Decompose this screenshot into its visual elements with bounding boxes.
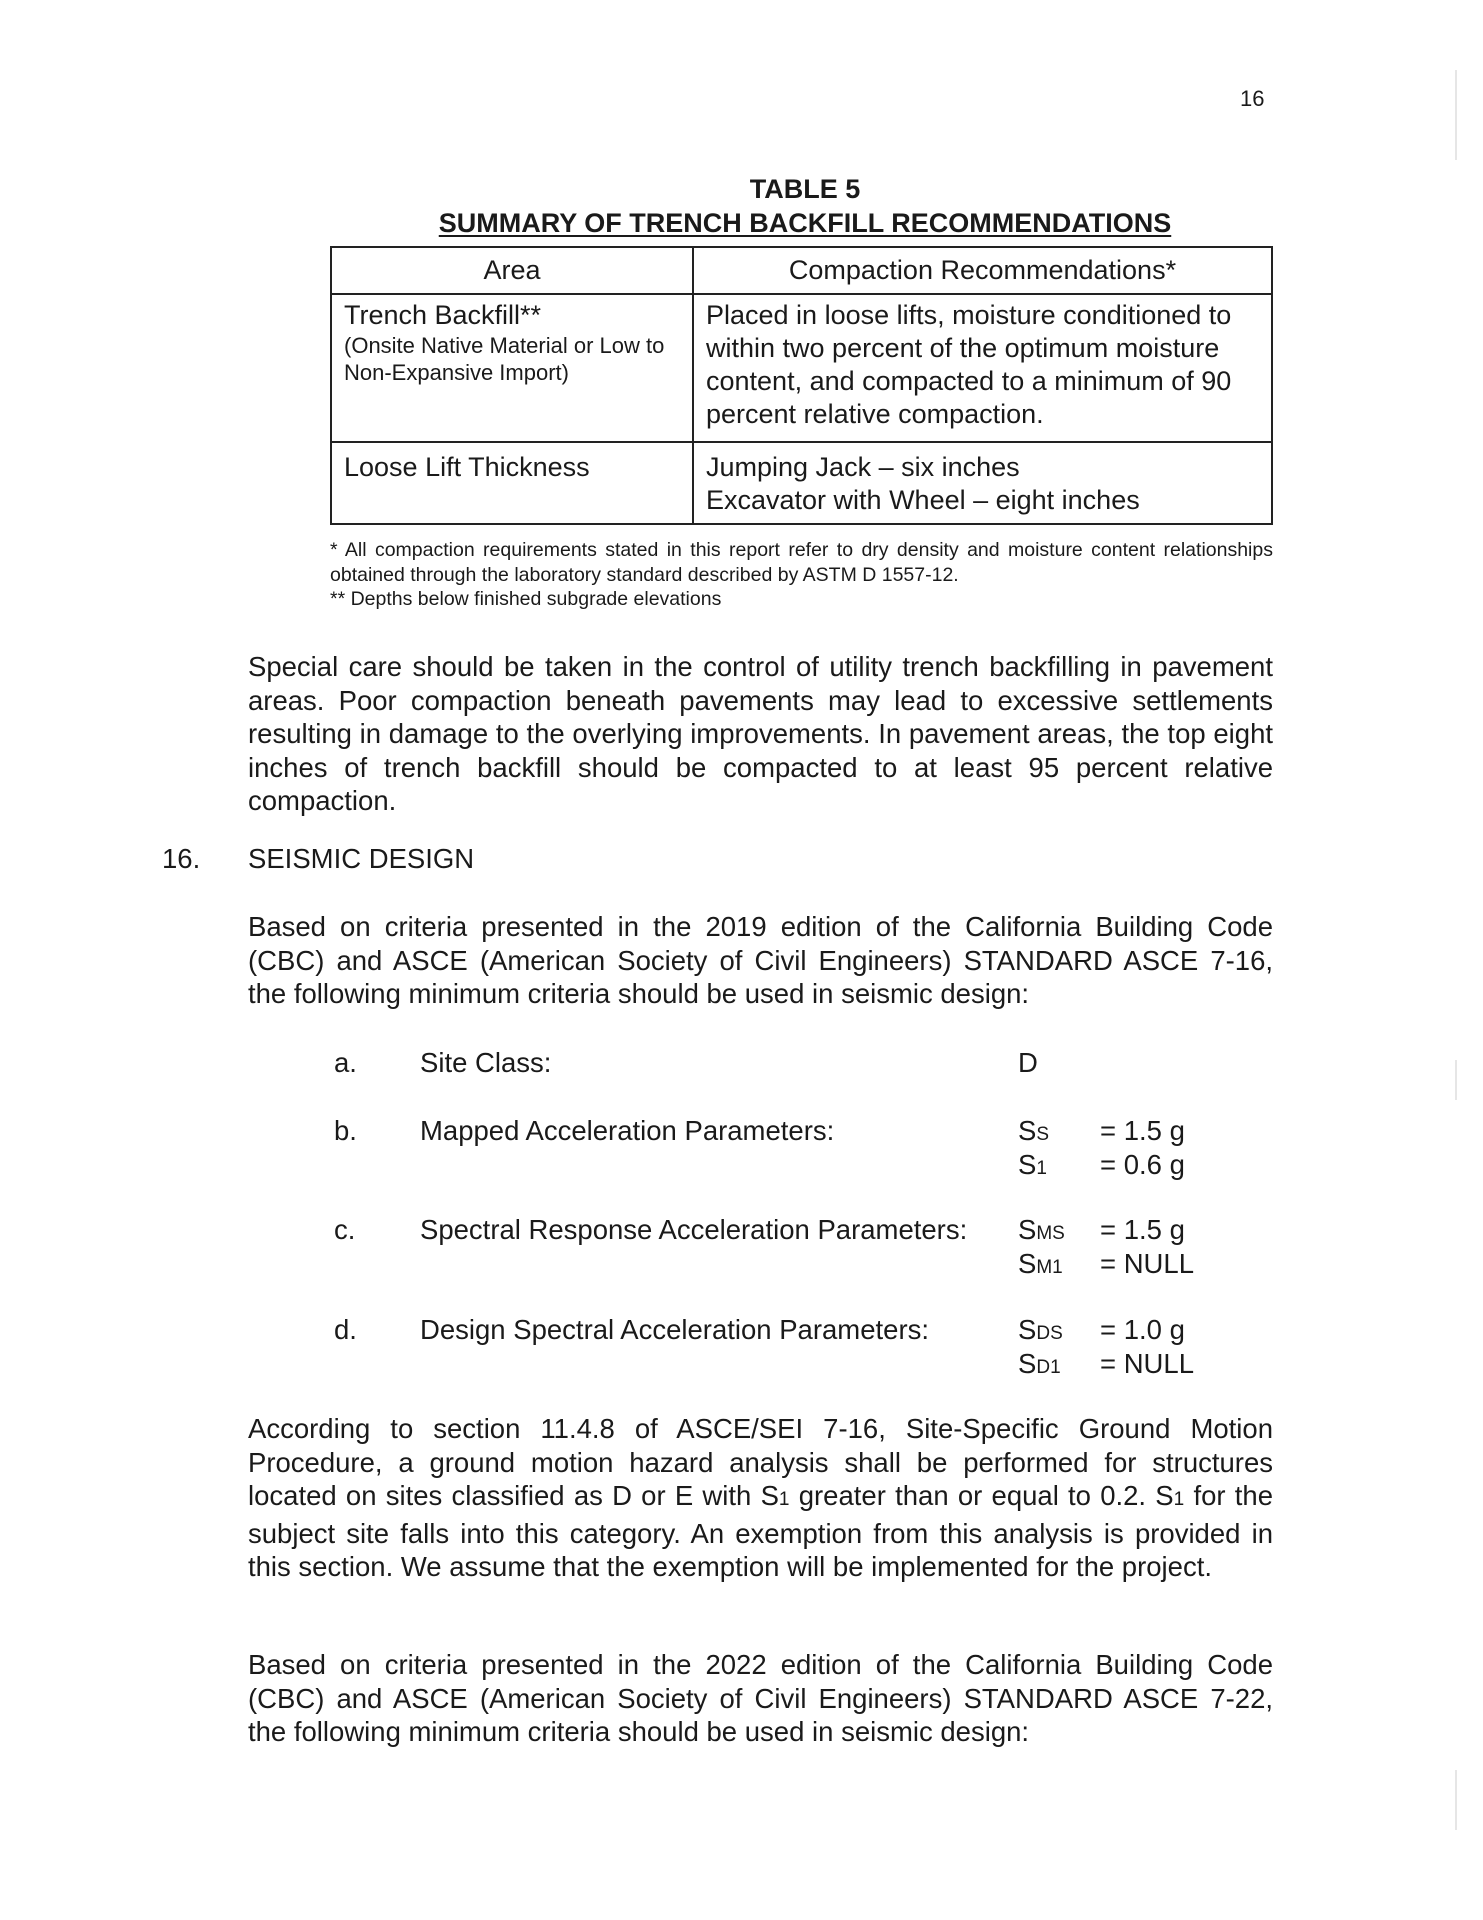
header-area: Area (331, 247, 693, 294)
param-symbol (1018, 1247, 1063, 1285)
subscript: 1 (778, 1489, 790, 1510)
param-symbol (1018, 1114, 1049, 1152)
param-value: = 1.0 g (1100, 1314, 1185, 1345)
param-value: = NULL (1100, 1248, 1195, 1279)
param-value: = 1.5 g (1100, 1214, 1185, 1245)
criteria-label-site-class: Site Class: (420, 1047, 552, 1078)
table-row (331, 442, 1272, 524)
table-title-block (330, 172, 1280, 240)
cell-area (331, 294, 693, 442)
criteria-label-spectral-response: Spectral Response Acceleration Parameters: (420, 1214, 968, 1245)
table-footnotes (330, 538, 1273, 612)
param-symbol (1018, 1148, 1047, 1186)
criteria-letter: a. (334, 1047, 357, 1078)
text-run: for the subject site falls into this category. An exemption from this analysis is provided in this section. We assume that the exemption will be implemented for the project. (248, 1480, 1273, 1582)
cell-recommendation: Placed in loose lifts, moisture conditioned to within two percent of the optimum moisture content, and compacted to a minimum of 90 percent relative compaction. (693, 294, 1272, 442)
param-symbol-base: S (1018, 1348, 1037, 1379)
subscript: 1 (1173, 1489, 1185, 1510)
param-symbol-base: S (1018, 1149, 1037, 1180)
cell-area: Loose Lift Thickness (331, 442, 693, 524)
param-symbol-sub: DS (1036, 1323, 1063, 1344)
param-symbol-sub: M1 (1036, 1257, 1063, 1278)
recommendation-line: Jumping Jack – six inches (706, 452, 1020, 482)
param-symbol-sub: D1 (1036, 1357, 1061, 1378)
section-title: SEISMIC DESIGN (248, 843, 475, 874)
table-subtitle: SUMMARY OF TRENCH BACKFILL RECOMMENDATIONS (438, 208, 1172, 238)
param-symbol-sub: MS (1036, 1223, 1065, 1244)
param-symbol-base: S (1018, 1314, 1037, 1345)
criteria-label-design-spectral: Design Spectral Acceleration Parameters: (420, 1314, 929, 1345)
criteria-letter: c. (334, 1214, 356, 1245)
scan-margin-mark (1455, 1770, 1457, 1830)
param-symbol (1018, 1347, 1061, 1385)
cell-recommendation (693, 442, 1272, 524)
param-symbol (1018, 1213, 1065, 1251)
header-compaction: Compaction Recommendations* (693, 247, 1272, 294)
area-name: Trench Backfill** (344, 300, 542, 330)
page-number: 16 (1240, 86, 1265, 111)
paragraph-2022-criteria: Based on criteria presented in the 2022 edition of the California Building Code (CBC) and ASCE (American Society of Civil Engineers) STANDARD ASCE 7-22, the following minimum criteria should be used in seismic design: (248, 1649, 1273, 1747)
criteria-value-site-class: D (1018, 1047, 1038, 1078)
criteria-letter: b. (334, 1115, 357, 1146)
footnote-depths: ** Depths below finished subgrade elevations (330, 588, 722, 610)
criteria-letter: d. (334, 1314, 357, 1345)
param-value: = 1.5 g (1100, 1115, 1185, 1146)
table-header-row (331, 247, 1272, 294)
footnote-compaction: * All compaction requirements stated in this report refer to dry density and moisture content relationships obtained through the laboratory standard described by ASTM D 1557-12. (330, 539, 1273, 586)
paragraph-2019-criteria: Based on criteria presented in the 2019 edition of the California Building Code (CBC) and ASCE (American Society of Civil Engineers) STANDARD ASCE 7-16, the following minimum criteria should be used in seismic design: (248, 911, 1273, 1009)
scan-margin-mark (1455, 1060, 1457, 1100)
param-symbol-base: S (1018, 1214, 1037, 1245)
param-value: = NULL (1100, 1348, 1195, 1379)
area-note: (Onsite Native Material or Low to Non-Expansive Import) (344, 333, 665, 385)
scan-margin-mark (1455, 70, 1457, 160)
param-symbol (1018, 1313, 1063, 1351)
param-symbol-base: S (1018, 1248, 1037, 1279)
paragraph-trench-care: Special care should be taken in the control of utility trench backfilling in pavement areas. Poor compaction beneath pavements may lead to excessive settlements resulting in damage to the overlying improvements. In pavement areas, the top eight inches of trench backfill should be compacted to at least 95 percent relative compaction. (248, 651, 1273, 816)
text-run: greater than or equal to 0.2. S (789, 1480, 1174, 1511)
text-run: According to section 11.4.8 of ASCE/SEI 7-16, Site-Specific Ground Motion Procedure, a ground motion hazard analysis shall be performed for structures located on sites classified as D or E with S (248, 1413, 1273, 1511)
paragraph-site-specific (248, 1412, 1273, 1584)
param-symbol-base: S (1018, 1115, 1037, 1146)
section-number: 16. (162, 843, 201, 874)
param-symbol-sub: 1 (1036, 1158, 1047, 1179)
trench-backfill-table (330, 246, 1273, 525)
recommendation-line: Excavator with Wheel – eight inches (706, 485, 1140, 515)
criteria-label-mapped: Mapped Acceleration Parameters: (420, 1115, 835, 1146)
param-symbol-sub: S (1036, 1124, 1050, 1145)
table-title: TABLE 5 (749, 174, 861, 204)
table-row (331, 294, 1272, 442)
param-value: = 0.6 g (1100, 1149, 1185, 1180)
